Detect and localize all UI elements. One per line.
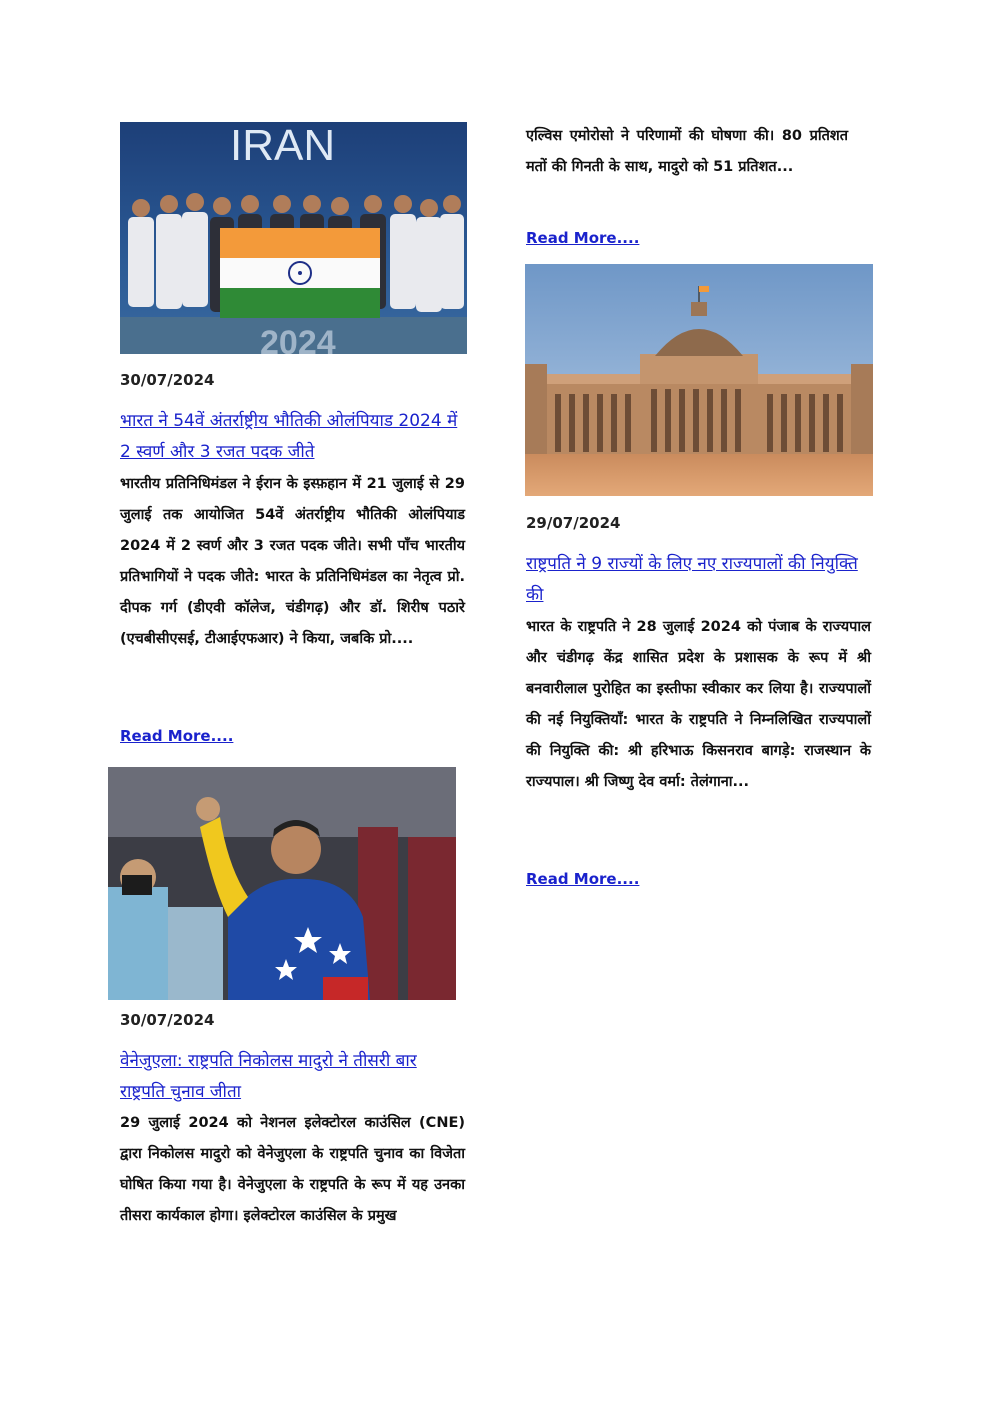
read-more-link[interactable]: Read More.... bbox=[526, 229, 640, 247]
maduro-photo bbox=[108, 767, 456, 1000]
article-summary: भारतीय प्रतिनिधिमंडल ने ईरान के इस्फ़हान में 21 जुलाई से 29 जुलाई तक आयोजित 54वें अंतर्राष्ट्रीय भौतिकी ओलंपियाड 2024 में 2 स्वर्ण और 3 रजत पदक जीते। सभी पाँच भारतीय प्रतिभागियों ने पदक जीते: भारत के प्रतिनिधिमंडल का नेतृत्व प्रो. दीपक गर्ग (डीएवी कॉलेज, चंडीगढ़) और डॉ. शिरीष पठारे (एचबीसीएसई, टीआईएफआर) ने किया, जबकि प्रो.... bbox=[120, 476, 465, 647]
iran-banner-text: IRAN bbox=[230, 122, 336, 170]
rashtrapati-bhavan-photo bbox=[525, 264, 873, 496]
article-title-link[interactable]: भारत ने 54वें अंतर्राष्ट्रीय भौतिकी ओलंपियाड 2024 में 2 स्वर्ण और 3 रजत पदक जीते bbox=[120, 411, 458, 462]
physics-olympiad-photo bbox=[120, 122, 467, 354]
article-date: 30/07/2024 bbox=[120, 1011, 215, 1029]
article-title-link[interactable]: वेनेजुएला: राष्ट्रपति निकोलस मादुरो ने तीसरी बार राष्ट्रपति चुनाव जीता bbox=[120, 1051, 417, 1102]
article-summary: भारत के राष्ट्रपति ने 28 जुलाई 2024 को पंजाब के राज्यपाल और चंडीगढ़ केंद्र शासित प्रदेश के प्रशासक के रूप में श्री बनवारीलाल पुरोहित का इस्तीफा स्वीकार कर लिया है। राज्यपालों की नई नियुक्तियाँ: भारत के राष्ट्रपति ने निम्नलिखित राज्यपालों की नियुक्ति की: श्री हरिभाऊ किसनराव बागड़े: राजस्थान के राज्यपाल। श्री जिष्णु देव वर्मा: तेलंगाना... bbox=[526, 619, 871, 790]
article-summary-continued: एल्विस एमोरोसो ने परिणामों की घोषणा की। 80 प्रतिशत मतों की गिनती के साथ, मादुरो को 51 प्रतिशत... bbox=[526, 128, 848, 175]
article-date: 29/07/2024 bbox=[526, 514, 621, 532]
india-flag bbox=[220, 228, 380, 318]
read-more-link[interactable]: Read More.... bbox=[120, 727, 234, 745]
article-summary: 29 जुलाई 2024 को नेशनल इलेक्टोरल काउंसिल (CNE) द्वारा निकोलस मादुरो को वेनेजुएला के राष्ट्रपति चुनाव का विजेता घोषित किया गया है। वेनेजुएला के राष्ट्रपति के रूप में यह उनका तीसरा कार्यकाल होगा। इलेक्टोरल काउंसिल के प्रमुख bbox=[120, 1115, 465, 1224]
year-banner-text: 2024 bbox=[260, 324, 336, 354]
article-title-link[interactable]: राष्ट्रपति ने 9 राज्यों के लिए नए राज्यपालों की नियुक्ति की bbox=[526, 554, 858, 605]
article-date: 30/07/2024 bbox=[120, 371, 215, 389]
read-more-link[interactable]: Read More.... bbox=[526, 870, 640, 888]
